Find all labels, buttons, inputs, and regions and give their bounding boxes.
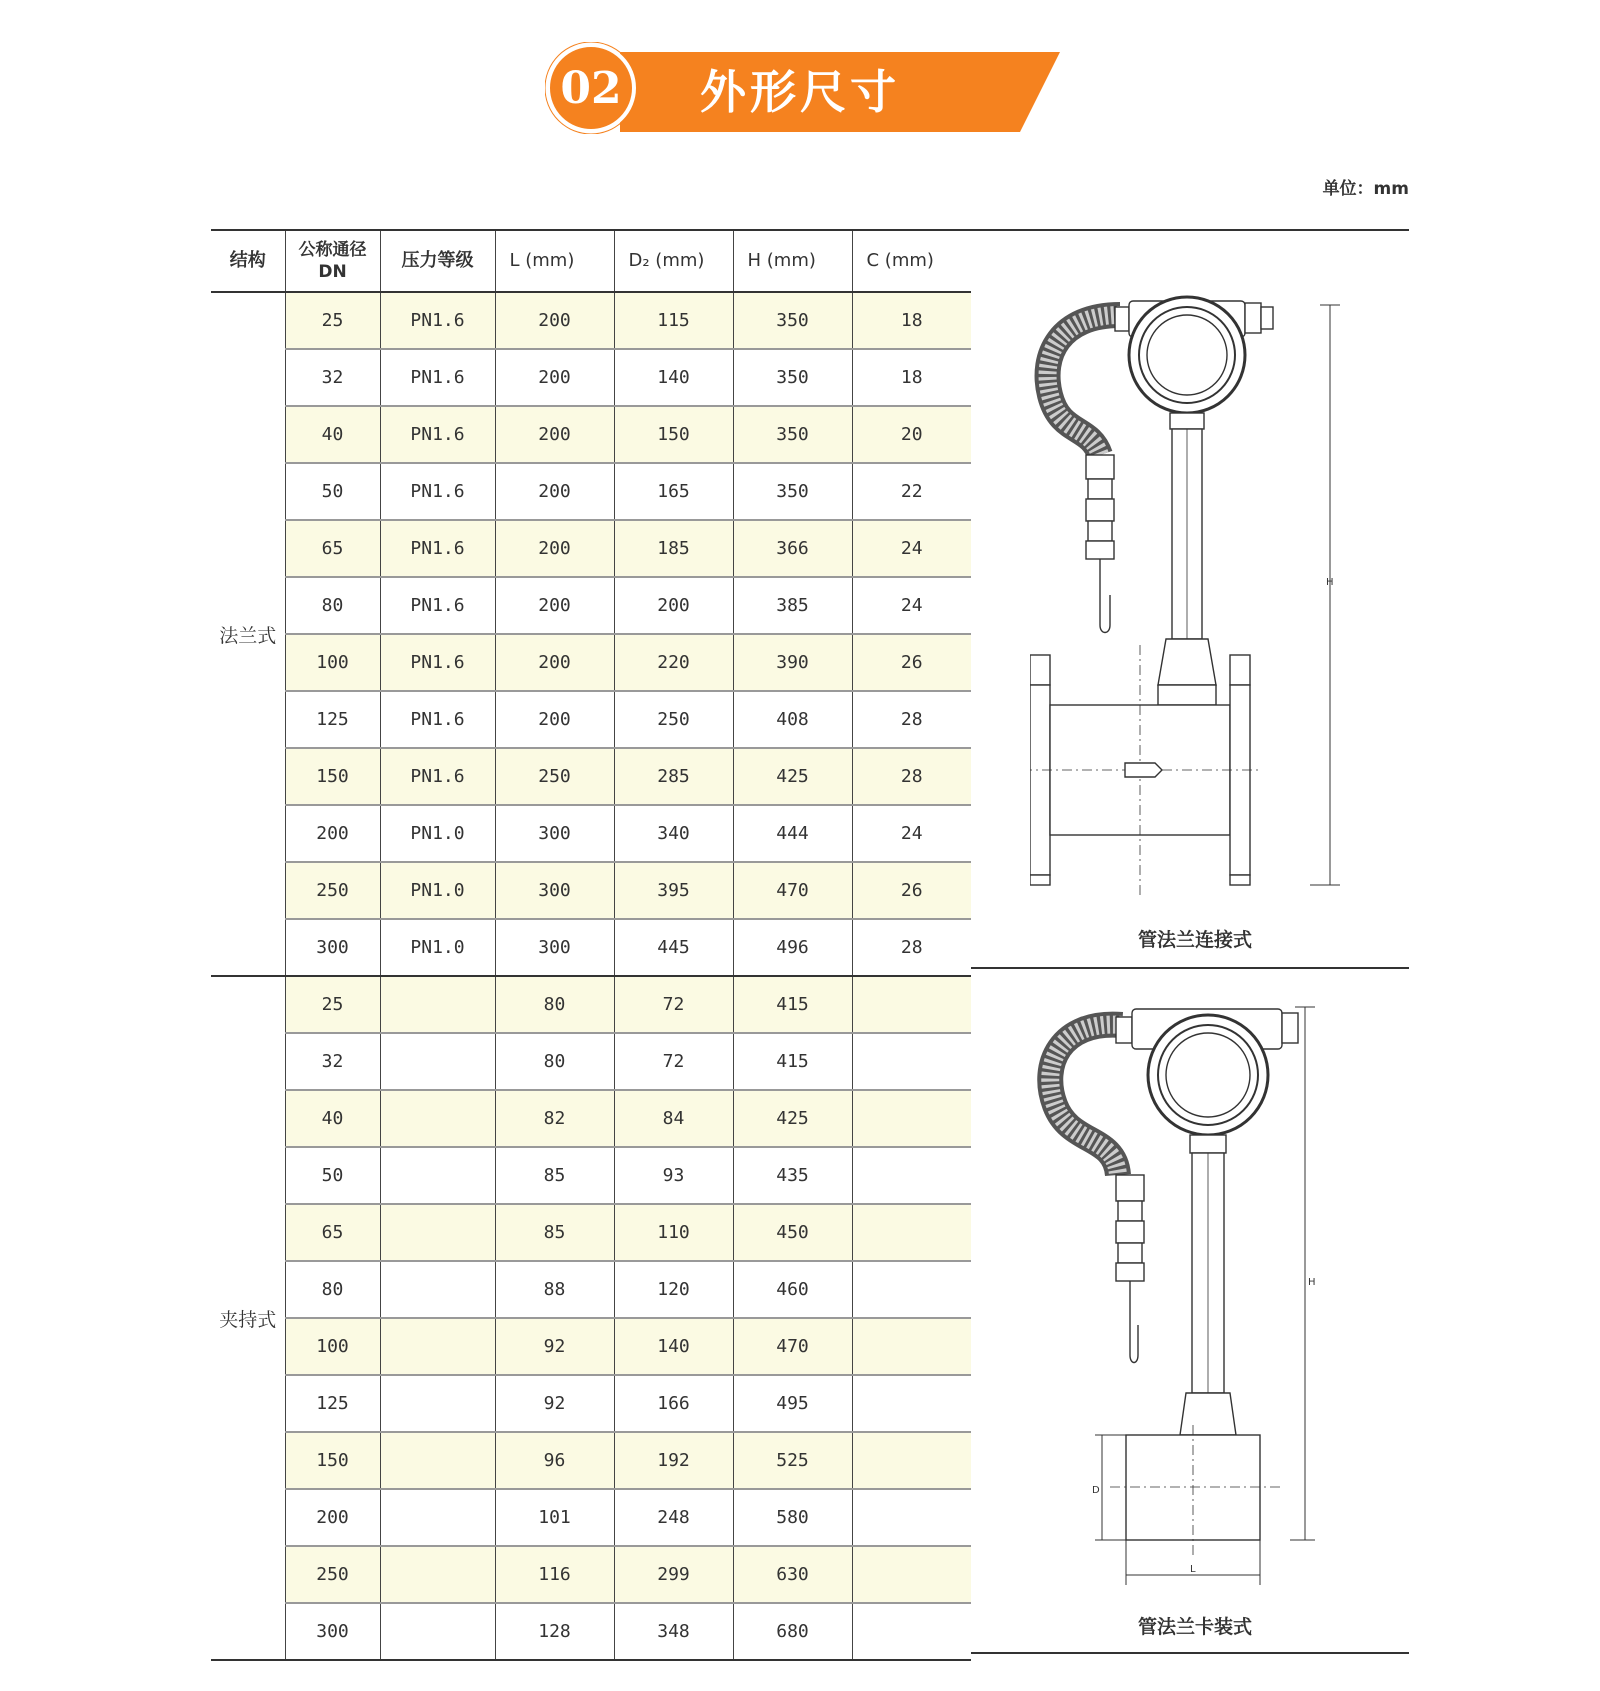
dimension-table <box>211 229 971 1661</box>
table-cell: 350 <box>733 292 852 349</box>
table-cell: 28 <box>852 691 971 748</box>
table-cell: 28 <box>852 748 971 805</box>
table-cell <box>852 1090 971 1147</box>
table-cell: PN1.6 <box>380 463 495 520</box>
table-cell: 250 <box>285 862 380 919</box>
table-cell: 200 <box>495 349 614 406</box>
column-header: 公称通径 DN <box>285 230 380 292</box>
table-cell: 40 <box>285 1090 380 1147</box>
table-row <box>211 1090 971 1147</box>
table-cell: 116 <box>495 1546 614 1603</box>
table-cell: PN1.6 <box>380 577 495 634</box>
table-cell <box>380 1204 495 1261</box>
table-cell: 128 <box>495 1603 614 1660</box>
section-title: 外形尺寸 <box>700 65 900 119</box>
table-cell: 65 <box>285 1204 380 1261</box>
table-cell: PN1.0 <box>380 805 495 862</box>
table-cell: 125 <box>285 691 380 748</box>
table-cell: 525 <box>733 1432 852 1489</box>
table-cell: 300 <box>495 805 614 862</box>
table-cell: 200 <box>495 577 614 634</box>
table-row <box>211 1204 971 1261</box>
table-row <box>211 805 971 862</box>
table-row <box>211 1147 971 1204</box>
table-group-flange <box>211 292 971 976</box>
table-row <box>211 1546 971 1603</box>
table-cell: 415 <box>733 1033 852 1090</box>
table-cell: 435 <box>733 1147 852 1204</box>
table-cell: 496 <box>733 919 852 976</box>
table-cell: 150 <box>285 748 380 805</box>
table-row <box>211 634 971 691</box>
table-cell <box>380 1033 495 1090</box>
table-cell: 350 <box>733 406 852 463</box>
structure-type-cell: 法兰式 <box>211 292 285 976</box>
column-header: L (mm) <box>495 230 614 292</box>
table-row <box>211 577 971 634</box>
table-cell <box>380 1090 495 1147</box>
table-cell: 100 <box>285 1318 380 1375</box>
table-cell: PN1.6 <box>380 349 495 406</box>
table-cell <box>380 1489 495 1546</box>
table-row <box>211 862 971 919</box>
table-cell: 248 <box>614 1489 733 1546</box>
table-cell <box>380 1147 495 1204</box>
table-cell: 220 <box>614 634 733 691</box>
table-cell: PN1.6 <box>380 748 495 805</box>
column-header: 结构 <box>211 230 285 292</box>
table-cell: 460 <box>733 1261 852 1318</box>
table-cell: 395 <box>614 862 733 919</box>
table-cell: 100 <box>285 634 380 691</box>
table-cell: 80 <box>285 577 380 634</box>
table-cell: 495 <box>733 1375 852 1432</box>
table-row <box>211 406 971 463</box>
table-cell <box>380 976 495 1033</box>
table-cell: 425 <box>733 1090 852 1147</box>
clamp-diagram-caption: 管法兰卡装式 <box>1137 1616 1252 1638</box>
table-cell: 92 <box>495 1318 614 1375</box>
table-cell: PN1.6 <box>380 406 495 463</box>
table-row <box>211 292 971 349</box>
table-row <box>211 976 971 1033</box>
table-cell: 85 <box>495 1204 614 1261</box>
table-cell: 25 <box>285 976 380 1033</box>
table-cell: 50 <box>285 1147 380 1204</box>
table-row <box>211 919 971 976</box>
table-cell: 250 <box>495 748 614 805</box>
table-cell: 65 <box>285 520 380 577</box>
table-cell: 18 <box>852 292 971 349</box>
table-cell <box>852 1546 971 1603</box>
table-cell <box>852 1489 971 1546</box>
table-cell <box>380 1546 495 1603</box>
table-cell: 390 <box>733 634 852 691</box>
column-header: D₂ (mm) <box>614 230 733 292</box>
table-cell: 88 <box>495 1261 614 1318</box>
table-cell: 140 <box>614 1318 733 1375</box>
table-cell: 425 <box>733 748 852 805</box>
table-cell: 40 <box>285 406 380 463</box>
table-cell: 350 <box>733 463 852 520</box>
table-cell: 96 <box>495 1432 614 1489</box>
table-cell: PN1.6 <box>380 634 495 691</box>
table-cell: 110 <box>614 1204 733 1261</box>
table-cell: 348 <box>614 1603 733 1660</box>
table-cell: 200 <box>495 292 614 349</box>
table-cell: 150 <box>614 406 733 463</box>
table-cell: 80 <box>495 1033 614 1090</box>
table-cell: 115 <box>614 292 733 349</box>
table-cell <box>852 1375 971 1432</box>
table-cell: 32 <box>285 1033 380 1090</box>
table-cell <box>852 1603 971 1660</box>
clamp-meter-diagram <box>1030 995 1360 1605</box>
table-cell: 25 <box>285 292 380 349</box>
table-cell: 250 <box>285 1546 380 1603</box>
flange-meter-diagram <box>1030 295 1360 905</box>
table-cell: 200 <box>495 634 614 691</box>
table-cell: 200 <box>285 1489 380 1546</box>
table-cell: PN1.6 <box>380 520 495 577</box>
table-cell: 299 <box>614 1546 733 1603</box>
column-header: H (mm) <box>733 230 852 292</box>
table-cell <box>380 1603 495 1660</box>
table-cell: 24 <box>852 805 971 862</box>
table-cell: 92 <box>495 1375 614 1432</box>
table-cell: PN1.6 <box>380 292 495 349</box>
table-cell: 415 <box>733 976 852 1033</box>
table-cell <box>852 1261 971 1318</box>
diameter-dim-label: D <box>1092 1485 1100 1496</box>
table-cell: 140 <box>614 349 733 406</box>
table-cell: 150 <box>285 1432 380 1489</box>
table-cell: 32 <box>285 349 380 406</box>
table-cell: 250 <box>614 691 733 748</box>
table-cell: 366 <box>733 520 852 577</box>
table-cell: 85 <box>495 1147 614 1204</box>
table-row <box>211 520 971 577</box>
table-cell <box>380 1318 495 1375</box>
table-cell: 80 <box>495 976 614 1033</box>
table-row <box>211 1261 971 1318</box>
table-cell: 93 <box>614 1147 733 1204</box>
table-row <box>211 1603 971 1660</box>
table-cell: 285 <box>614 748 733 805</box>
table-cell: 470 <box>733 862 852 919</box>
table-cell: 18 <box>852 349 971 406</box>
table-cell: 26 <box>852 634 971 691</box>
table-cell: 340 <box>614 805 733 862</box>
table-cell: 450 <box>733 1204 852 1261</box>
table-cell: 200 <box>495 406 614 463</box>
table-cell: 680 <box>733 1603 852 1660</box>
table-cell: 200 <box>285 805 380 862</box>
table-cell: 580 <box>733 1489 852 1546</box>
table-cell: PN1.6 <box>380 691 495 748</box>
table-cell: 120 <box>614 1261 733 1318</box>
table-cell: 300 <box>285 919 380 976</box>
table-row <box>211 691 971 748</box>
table-cell: 80 <box>285 1261 380 1318</box>
top-rule <box>971 229 1409 231</box>
table-cell: 28 <box>852 919 971 976</box>
table-row <box>211 463 971 520</box>
table-cell: 82 <box>495 1090 614 1147</box>
table-cell: 125 <box>285 1375 380 1432</box>
height-dim-label: H <box>1326 577 1334 588</box>
table-cell: 350 <box>733 349 852 406</box>
table-cell <box>852 1432 971 1489</box>
table-cell: 385 <box>733 577 852 634</box>
table-cell <box>852 1033 971 1090</box>
table-cell: 470 <box>733 1318 852 1375</box>
table-cell: 200 <box>614 577 733 634</box>
table-cell: 26 <box>852 862 971 919</box>
table-cell: PN1.0 <box>380 862 495 919</box>
table-cell: 445 <box>614 919 733 976</box>
column-header: 压力等级 <box>380 230 495 292</box>
table-cell: 444 <box>733 805 852 862</box>
table-cell: 300 <box>285 1603 380 1660</box>
table-cell <box>380 1261 495 1318</box>
table-cell: 200 <box>495 463 614 520</box>
flange-diagram-caption: 管法兰连接式 <box>1137 929 1252 951</box>
table-cell: 22 <box>852 463 971 520</box>
section-number: 02 <box>560 63 622 114</box>
height-dim-label: H <box>1308 1277 1316 1288</box>
table-cell: 200 <box>495 520 614 577</box>
table-cell <box>852 1147 971 1204</box>
table-cell <box>852 1204 971 1261</box>
table-cell: 630 <box>733 1546 852 1603</box>
table-cell: 50 <box>285 463 380 520</box>
table-cell: 408 <box>733 691 852 748</box>
table-cell: 24 <box>852 577 971 634</box>
table-cell: 192 <box>614 1432 733 1489</box>
table-row <box>211 1432 971 1489</box>
table-row <box>211 1318 971 1375</box>
table-cell: 84 <box>614 1090 733 1147</box>
table-cell <box>380 1375 495 1432</box>
table-cell: 20 <box>852 406 971 463</box>
table-row <box>211 1375 971 1432</box>
table-cell: 166 <box>614 1375 733 1432</box>
bottom-rule <box>971 1652 1409 1654</box>
table-row <box>211 748 971 805</box>
table-cell <box>852 976 971 1033</box>
group-divider-rule <box>971 967 1409 969</box>
table-cell: 300 <box>495 919 614 976</box>
table-header-row <box>211 230 971 292</box>
table-row <box>211 1033 971 1090</box>
table-cell: 200 <box>495 691 614 748</box>
structure-type-cell: 夹持式 <box>211 976 285 1660</box>
table-cell: 72 <box>614 976 733 1033</box>
table-cell: 165 <box>614 463 733 520</box>
table-cell <box>852 1318 971 1375</box>
table-cell: 101 <box>495 1489 614 1546</box>
table-row <box>211 349 971 406</box>
table-row <box>211 1489 971 1546</box>
section-header <box>0 0 1600 160</box>
length-dim-label: L <box>1190 1564 1196 1575</box>
table-group-clamp <box>211 976 971 1660</box>
table-cell: 185 <box>614 520 733 577</box>
table-cell: 24 <box>852 520 971 577</box>
column-header: C (mm) <box>852 230 971 292</box>
table-cell: 72 <box>614 1033 733 1090</box>
table-cell: PN1.0 <box>380 919 495 976</box>
table-cell: 300 <box>495 862 614 919</box>
unit-label: 单位：mm <box>1322 179 1409 199</box>
table-cell <box>380 1432 495 1489</box>
